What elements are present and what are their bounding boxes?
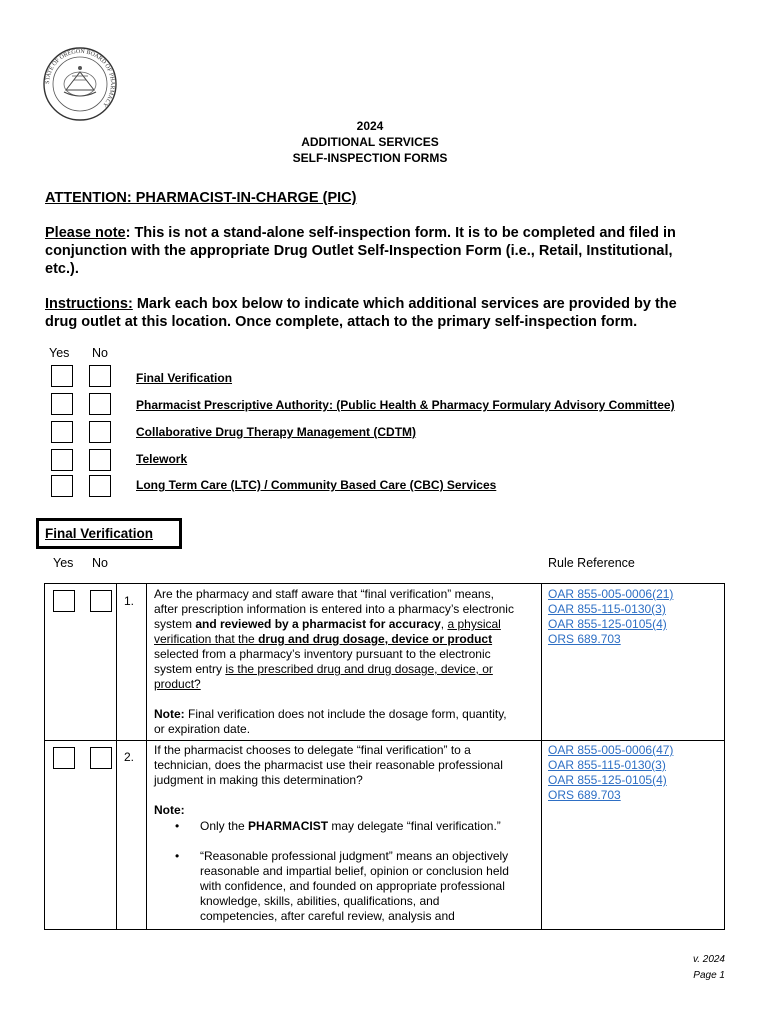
q1-note-label: Note: bbox=[154, 707, 185, 721]
table-border-left bbox=[44, 583, 45, 930]
q2-bullet-2-line-5: competencies, after careful review, analysis and bbox=[200, 909, 455, 923]
q1-ref-link[interactable]: OAR 855-115-0130(3) bbox=[548, 602, 666, 616]
q2-bullet-2-line-2: reasonable and impartial belief, opinion or conclusion held bbox=[200, 864, 509, 878]
oregon-state-seal bbox=[42, 46, 118, 122]
service-prescriptive-authority-no-checkbox[interactable] bbox=[89, 393, 111, 415]
q1-line-3b: and reviewed by a pharmacist for accuracy bbox=[195, 617, 441, 631]
table-col-divider-1 bbox=[116, 583, 117, 930]
q1-line-2: after prescription information is entered into a pharmacy’s electronic bbox=[154, 602, 514, 616]
service-cdtm-yes-checkbox[interactable] bbox=[51, 421, 73, 443]
service-telework-yes-checkbox[interactable] bbox=[51, 449, 73, 471]
table-col-divider-3 bbox=[541, 583, 542, 930]
instructions-text-1: Mark each box below to indicate which additional services are provided by the bbox=[132, 296, 677, 312]
q1-number: 1. bbox=[124, 594, 135, 608]
q2-line-2: technician, does the pharmacist use their reasonable professional bbox=[154, 758, 503, 772]
q1-rule-references bbox=[548, 587, 673, 647]
q1-line-5: selected from a pharmacy’s inventory pursuant to the electronic bbox=[154, 647, 491, 661]
q2-number: 2. bbox=[124, 750, 135, 764]
service-final-verification-no-checkbox[interactable] bbox=[89, 365, 111, 387]
attention-heading: ATTENTION: PHARMACIST-IN-CHARGE (PIC) bbox=[45, 190, 357, 206]
q1-line-3a: system bbox=[154, 617, 196, 631]
table-border-right bbox=[724, 583, 725, 930]
q1-ref-link[interactable]: OAR 855-005-0006(21) bbox=[548, 587, 674, 601]
fv-yes-header: Yes bbox=[53, 556, 74, 570]
please-note-label: Please note bbox=[45, 225, 126, 241]
q2-ref-link[interactable]: ORS 689.703 bbox=[548, 788, 621, 802]
q2-bullet-2-line-4: knowledge, skills, abilities, qualifications, and bbox=[200, 894, 440, 908]
document-title bbox=[0, 118, 770, 166]
q1-note-line-2: or expiration date. bbox=[154, 722, 251, 736]
q1-note-line-1: Final verification does not include the dosage form, quantity, bbox=[184, 707, 507, 721]
q1-line-3d: a physical bbox=[447, 617, 501, 631]
q1-yes-checkbox[interactable] bbox=[53, 590, 75, 612]
please-note-text-3: etc.). bbox=[45, 261, 79, 277]
q2-ref-link[interactable]: OAR 855-115-0130(3) bbox=[548, 758, 666, 772]
please-note-paragraph bbox=[45, 224, 735, 278]
service-ltc-cbc-yes-checkbox[interactable] bbox=[51, 475, 73, 497]
q1-line-6b: is the prescribed drug and drug dosage, device, or bbox=[225, 662, 493, 676]
q1-ref-link[interactable]: ORS 689.703 bbox=[548, 632, 621, 646]
q2-note-label: Note: bbox=[154, 803, 185, 817]
q1-line-7: product? bbox=[154, 677, 201, 691]
services-yes-header: Yes bbox=[49, 346, 70, 360]
q1-line-1: Are the pharmacy and staff aware that “final verification” means, bbox=[154, 587, 494, 601]
service-prescriptive-authority-yes-checkbox[interactable] bbox=[51, 393, 73, 415]
q2-bullet-2-line-1: “Reasonable professional judgment” means an objectively bbox=[200, 849, 509, 863]
title-year: 2024 bbox=[356, 119, 384, 133]
q2-bullet-1-b: PHARMACIST bbox=[248, 819, 329, 833]
q2-no-checkbox[interactable] bbox=[90, 747, 112, 769]
q1-ref-link[interactable]: OAR 855-125-0105(4) bbox=[548, 617, 667, 631]
q2-bullet-1-dot: • bbox=[175, 819, 180, 833]
service-cdtm-label: Collaborative Drug Therapy Management (CDTM) bbox=[136, 425, 417, 439]
q2-ref-link[interactable]: OAR 855-005-0006(47) bbox=[548, 743, 674, 757]
title-line-2: SELF-INSPECTION FORMS bbox=[292, 151, 448, 165]
final-verification-heading: Final Verification bbox=[45, 526, 154, 541]
q2-bullet-1 bbox=[200, 819, 535, 834]
please-note-text-2: conjunction with the appropriate Drug Outlet Self-Inspection Form (i.e., Retail, Institutional, bbox=[45, 243, 673, 259]
q2-rule-references bbox=[548, 743, 673, 803]
q2-bullet-1-c: may delegate “final verification.” bbox=[328, 819, 501, 833]
q2-line-1: If the pharmacist chooses to delegate “final verification” to a bbox=[154, 743, 471, 757]
services-no-header: No bbox=[92, 346, 108, 360]
q2-bullet-1-a: Only the bbox=[200, 819, 249, 833]
service-telework-no-checkbox[interactable] bbox=[89, 449, 111, 471]
q1-question bbox=[154, 587, 539, 737]
title-line-1: ADDITIONAL SERVICES bbox=[301, 135, 439, 149]
q1-line-4a: verification that the bbox=[154, 632, 259, 646]
service-telework-label: Telework bbox=[136, 452, 188, 466]
q2-bullet-2 bbox=[200, 849, 535, 924]
fv-no-header: No bbox=[92, 556, 108, 570]
footer-version: v. 2024 bbox=[692, 954, 725, 965]
q2-yes-checkbox[interactable] bbox=[53, 747, 75, 769]
final-verification-heading-box bbox=[36, 518, 182, 549]
q1-no-checkbox[interactable] bbox=[90, 590, 112, 612]
table-col-divider-2 bbox=[146, 583, 147, 930]
svg-text:STATE OF OREGON BOARD OF PHARM: STATE OF OREGON BOARD OF PHARMACY bbox=[44, 48, 116, 108]
service-ltc-cbc-no-checkbox[interactable] bbox=[89, 475, 111, 497]
q1-line-3c: , bbox=[440, 617, 448, 631]
rule-reference-header: Rule Reference bbox=[548, 556, 635, 570]
q1-line-4b: drug and drug dosage, device or product bbox=[258, 632, 493, 646]
service-prescriptive-authority-label: Pharmacist Prescriptive Authority: (Public Health & Pharmacy Formulary Advisory Committee) bbox=[136, 398, 675, 412]
q1-line-6a: system entry bbox=[154, 662, 226, 676]
instructions-text-2: drug outlet at this location. Once complete, attach to the primary self-inspection form. bbox=[45, 314, 638, 330]
service-final-verification-yes-checkbox[interactable] bbox=[51, 365, 73, 387]
footer-page-number: Page 1 bbox=[693, 970, 725, 981]
please-note-text-1: : This is not a stand-alone self-inspection form. It is to be completed and filed in bbox=[125, 225, 676, 241]
service-cdtm-no-checkbox[interactable] bbox=[89, 421, 111, 443]
instructions-label: Instructions: bbox=[45, 296, 133, 312]
instructions-paragraph bbox=[45, 295, 735, 331]
q2-bullet-2-dot: • bbox=[175, 849, 180, 863]
q2-question bbox=[154, 743, 539, 818]
q2-ref-link[interactable]: OAR 855-125-0105(4) bbox=[548, 773, 667, 787]
service-final-verification-label: Final Verification bbox=[136, 371, 233, 385]
q2-bullet-2-line-3: with confidence, and founded on appropriate professional bbox=[200, 879, 505, 893]
service-ltc-cbc-label: Long Term Care (LTC) / Community Based Care (CBC) Services bbox=[136, 478, 497, 492]
q2-line-3: judgment in making this determination? bbox=[154, 773, 363, 787]
